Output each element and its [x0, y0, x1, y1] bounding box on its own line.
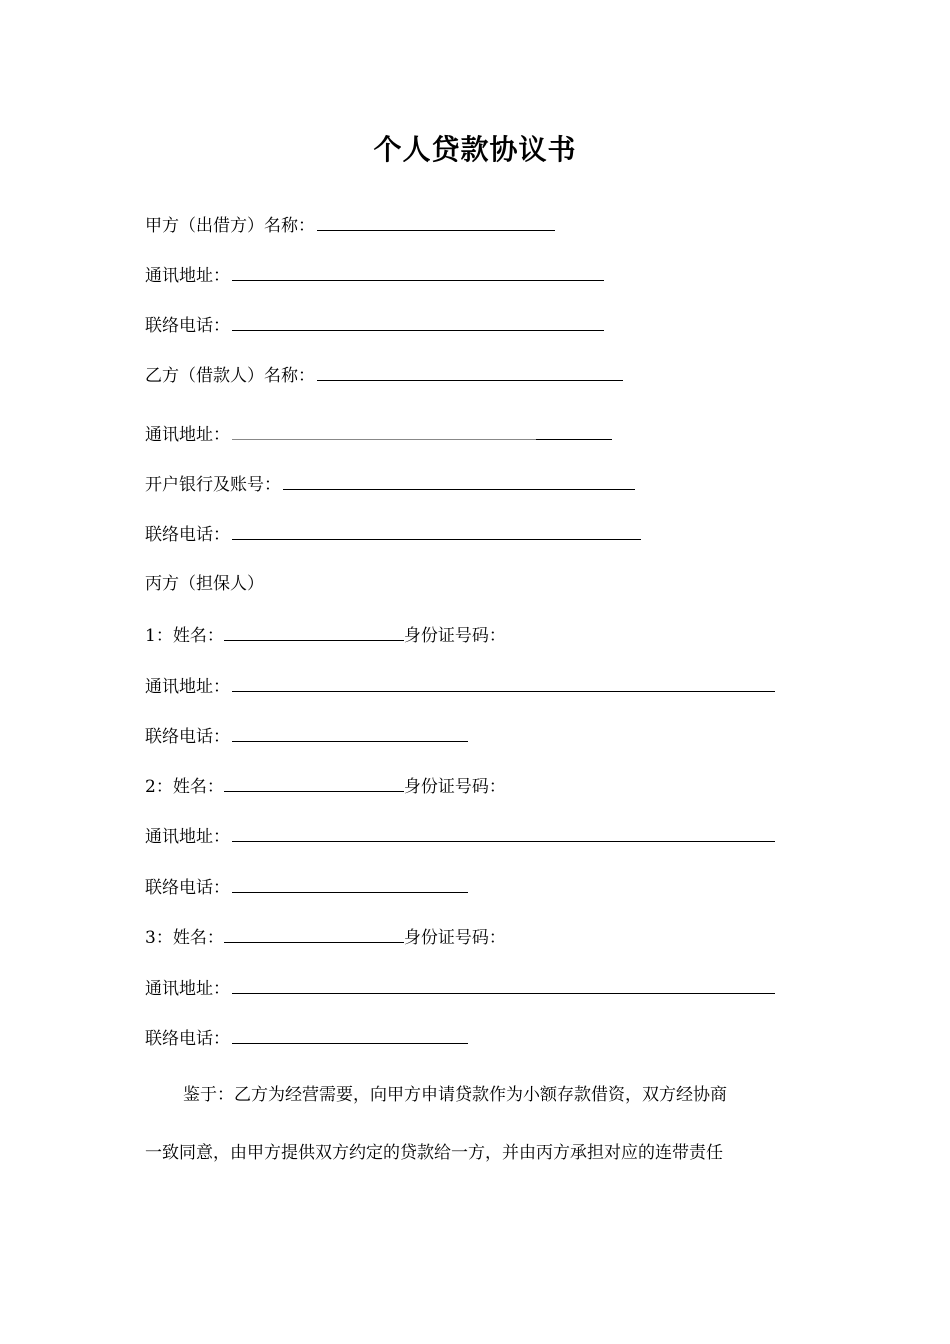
guarantor-3-name-label: 3：姓名： — [145, 928, 224, 948]
guarantor-3-address-label: 通讯地址： — [145, 979, 230, 999]
guarantor-1-name-field[interactable] — [224, 622, 404, 641]
guarantor-2-phone-field[interactable] — [232, 874, 468, 893]
guarantor-1-name-row — [145, 622, 506, 648]
guarantor-2-address-row — [145, 823, 775, 849]
party-b-name-row — [145, 362, 623, 388]
party-a-phone-field[interactable] — [232, 312, 604, 331]
guarantor-3-address-field[interactable] — [232, 975, 775, 994]
party-b-address-field[interactable] — [232, 421, 536, 440]
preamble-line-2: 一致同意，由甲方提供双方约定的贷款给一方，并由丙方承担对应的连带责任 — [145, 1143, 723, 1163]
party-b-phone-row — [145, 521, 641, 547]
guarantor-3-name-row — [145, 924, 506, 950]
guarantor-3-name-field[interactable] — [224, 924, 404, 943]
guarantor-2-address-field[interactable] — [232, 823, 775, 842]
guarantor-1-phone-row — [145, 723, 468, 749]
party-b-name-field[interactable] — [317, 362, 623, 381]
party-b-bank-label: 开户银行及账号： — [145, 475, 281, 495]
guarantor-1-address-row — [145, 673, 775, 699]
party-b-bank-field[interactable] — [283, 471, 635, 490]
guarantor-3-phone-label: 联络电话： — [145, 1029, 230, 1049]
guarantor-1-phone-field[interactable] — [232, 723, 468, 742]
document-title: 个人贷款协议书 — [373, 133, 577, 166]
party-a-address-label: 通讯地址： — [145, 266, 230, 286]
guarantor-2-phone-row — [145, 874, 468, 900]
guarantor-2-name-label: 2：姓名： — [145, 777, 224, 797]
party-b-address-row — [145, 421, 612, 447]
party-b-address-field-end — [536, 421, 612, 440]
preamble-line-1: 鉴于：乙方为经营需要，向甲方申请贷款作为小额存款借资，双方经协商 — [183, 1085, 727, 1105]
guarantor-3-phone-row — [145, 1025, 468, 1051]
party-b-bank-row — [145, 471, 635, 497]
guarantor-2-name-field[interactable] — [224, 773, 404, 792]
guarantor-1-phone-label: 联络电话： — [145, 727, 230, 747]
party-b-phone-label: 联络电话： — [145, 525, 230, 545]
party-a-name-field[interactable] — [317, 212, 555, 231]
party-a-name-label: 甲方（出借方）名称： — [145, 216, 315, 236]
party-b-address-label: 通讯地址： — [145, 425, 230, 445]
party-b-phone-field[interactable] — [232, 521, 641, 540]
guarantor-2-name-row — [145, 773, 506, 799]
party-a-address-row — [145, 262, 604, 288]
party-a-phone-row — [145, 312, 604, 338]
party-a-phone-label: 联络电话： — [145, 316, 230, 336]
party-b-name-label: 乙方（借款人）名称： — [145, 366, 315, 386]
guarantor-1-address-label: 通讯地址： — [145, 677, 230, 697]
guarantor-2-address-label: 通讯地址： — [145, 827, 230, 847]
guarantor-1-name-label: 1：姓名： — [145, 626, 224, 646]
party-c-heading: 丙方（担保人） — [145, 574, 264, 594]
guarantor-1-id-label: 身份证号码： — [403, 626, 506, 646]
guarantor-1-address-field[interactable] — [232, 673, 775, 692]
party-a-address-field[interactable] — [232, 262, 604, 281]
guarantor-2-phone-label: 联络电话： — [145, 878, 230, 898]
guarantor-2-id-label: 身份证号码： — [403, 777, 506, 797]
guarantor-3-phone-field[interactable] — [232, 1025, 468, 1044]
party-a-name-row — [145, 212, 555, 238]
guarantor-3-id-label: 身份证号码： — [403, 928, 506, 948]
guarantor-3-address-row — [145, 975, 775, 1001]
